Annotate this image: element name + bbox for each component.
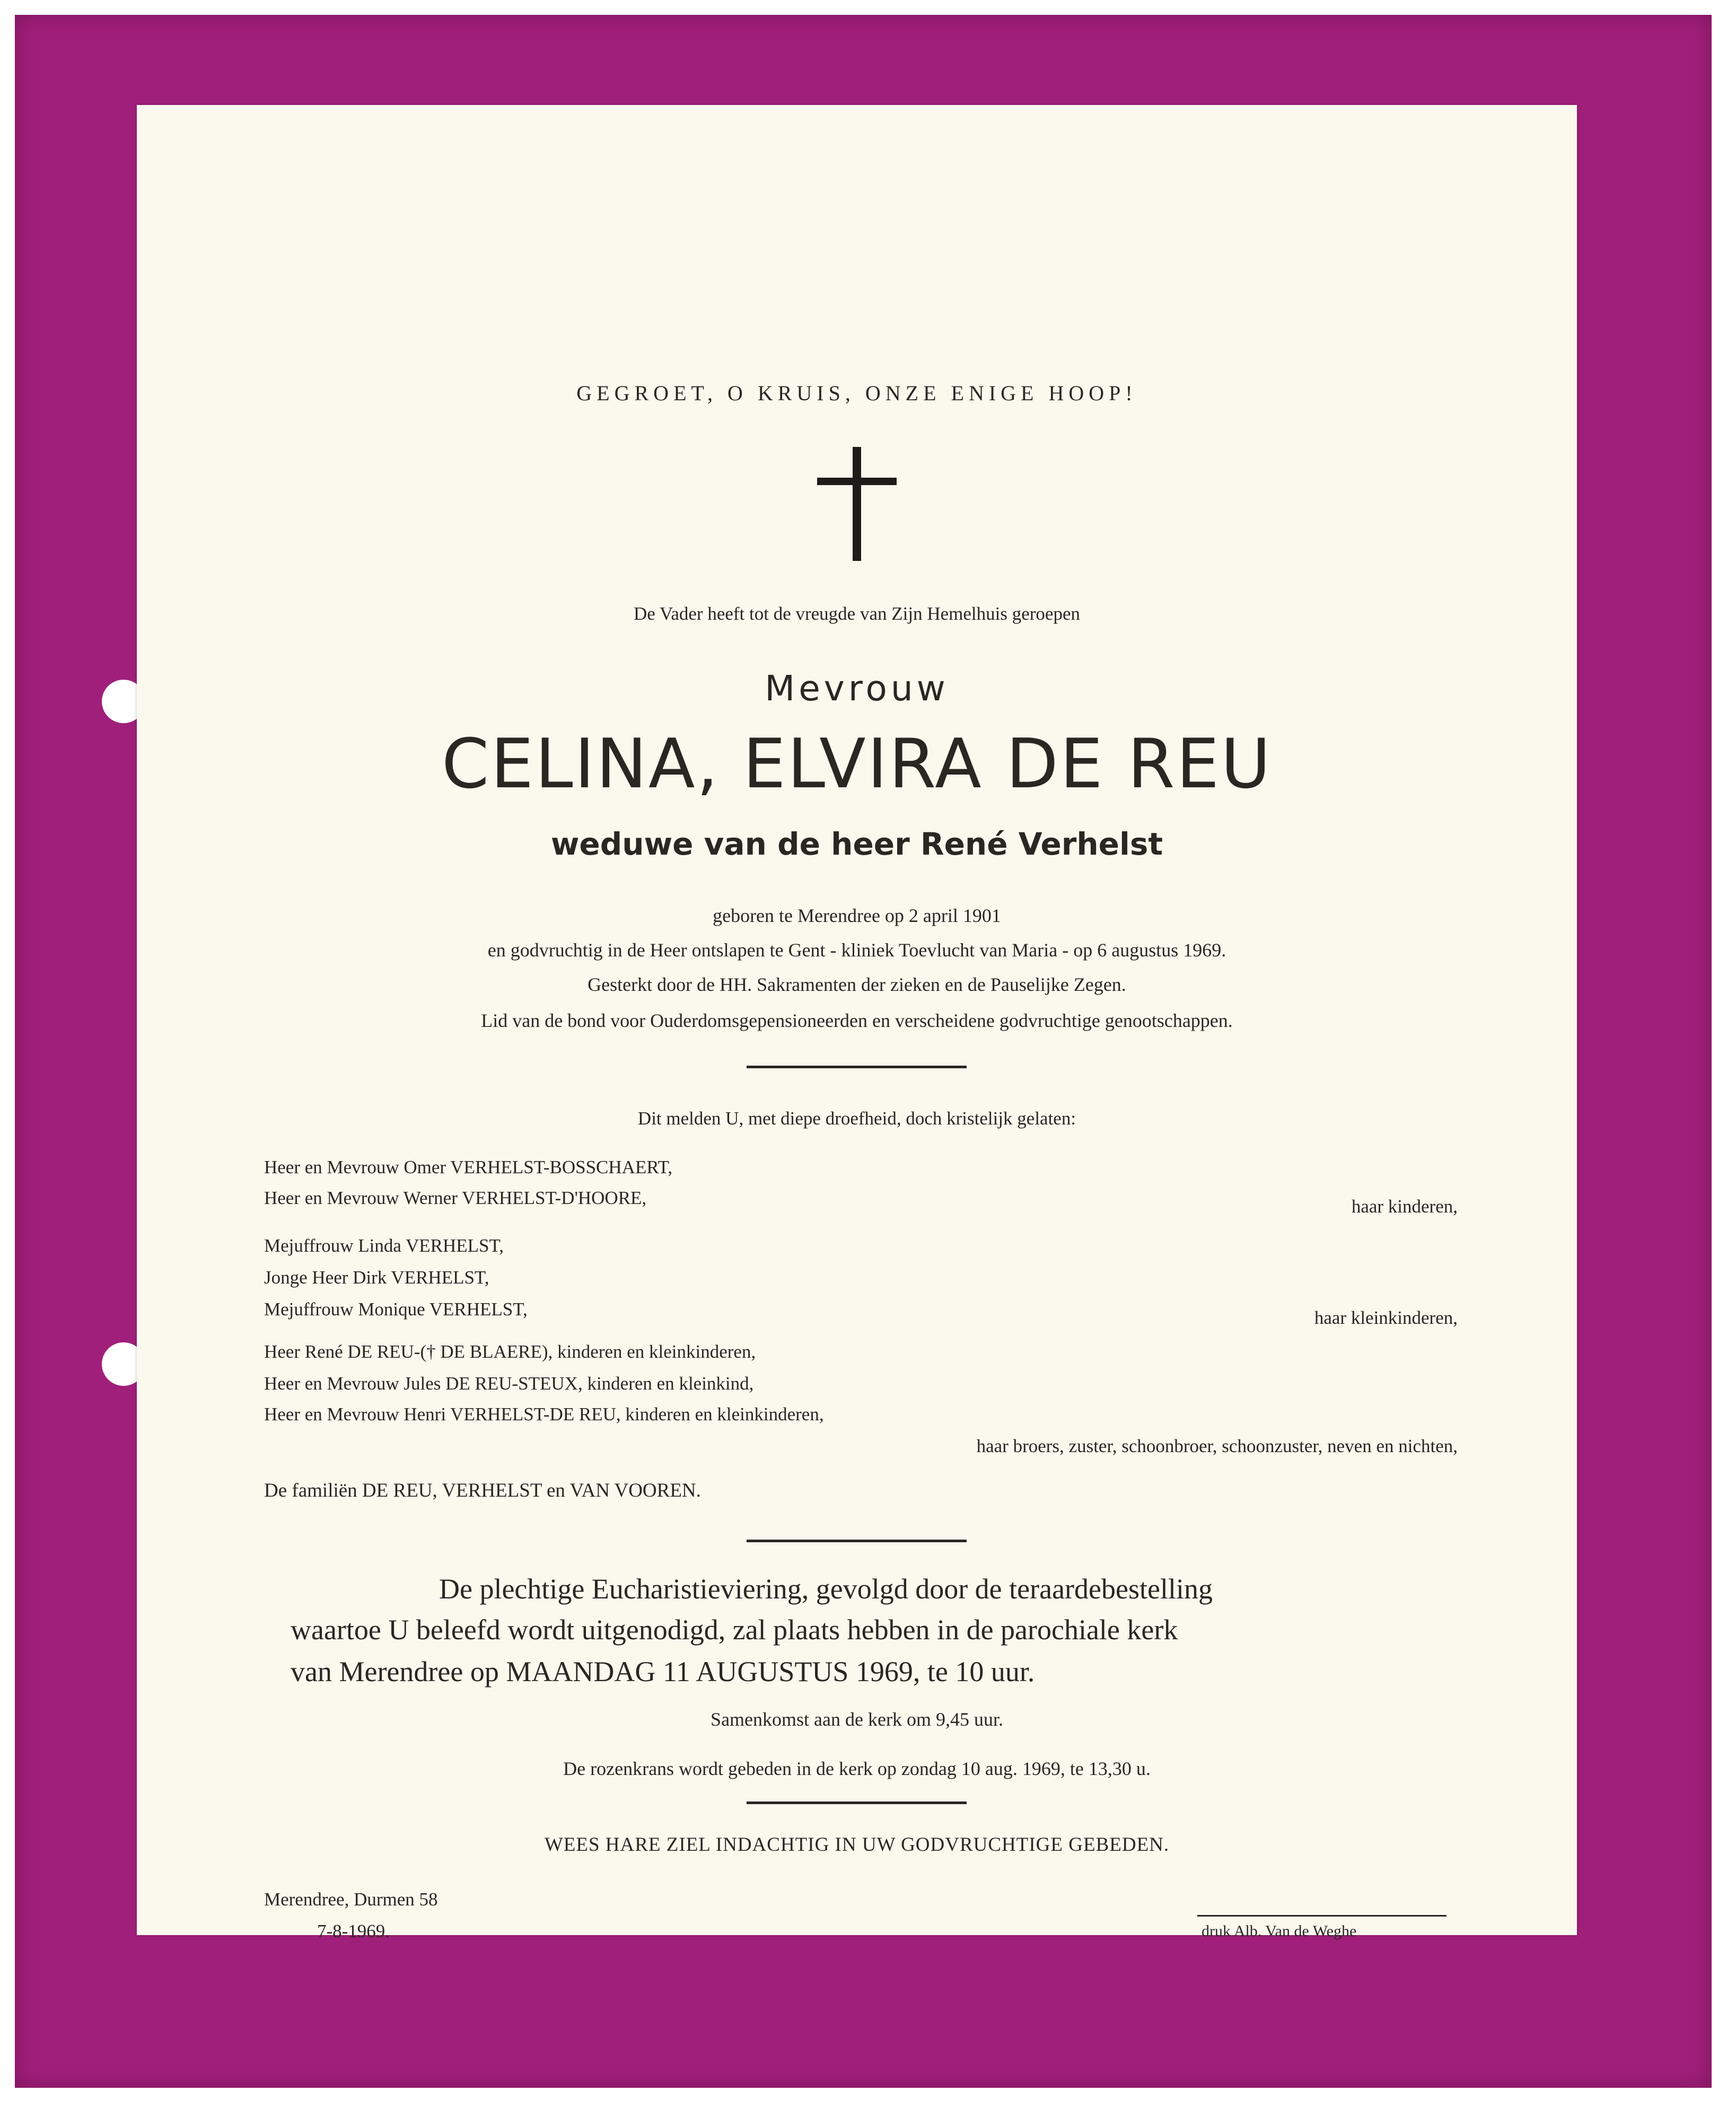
widow-of: weduwe van de heer René Verhelst <box>550 826 1163 862</box>
sibling-line: Heer en Mevrouw Jules DE REU-STEUX, kinderen en kleinkind, <box>264 1373 754 1394</box>
divider-rule <box>747 1540 967 1542</box>
grandchildren-relation: haar kleinkinderen, <box>1314 1307 1458 1328</box>
divider-rule <box>747 1066 967 1068</box>
rosary-line: De rozenkrans wordt gebeden in de kerk op zondag 10 aug. 1969, te 13,30 u. <box>563 1758 1151 1779</box>
grandchild-line: Mejuffrouw Linda VERHELST, <box>264 1235 504 1256</box>
membership-line: Lid van de bond voor Ouderdomsgepensioneerden en verscheidene godvruchtige genootschappen. <box>481 1010 1233 1031</box>
announcement-paper <box>137 105 1577 1941</box>
footer-address: Merendree, Durmen 58 <box>264 1889 438 1910</box>
sibling-line: Heer en Mevrouw Henri VERHELST-DE REU, kinderen en kleinkinderen, <box>264 1404 824 1425</box>
sibling-line: Heer René DE REU-(† DE BLAERE), kinderen en kleinkinderen, <box>264 1341 756 1362</box>
motto: GEGROET, O KRUIS, ONZE ENIGE HOOP! <box>576 381 1137 405</box>
siblings-relation: haar broers, zuster, schoonbroer, schoonzuster, neven en nichten, <box>976 1436 1458 1456</box>
death-line: en godvruchtig in de Heer ontslapen te Gent - kliniek Toevlucht van Maria - op 6 augustus 1969. <box>487 939 1226 961</box>
footer-date: 7-8-1969. <box>317 1921 390 1941</box>
grandchild-line: Jonge Heer Dirk VERHELST, <box>264 1267 489 1288</box>
ceremony-line: waartoe U beleefd wordt uitgenodigd, zal plaats hebben in de parochiale kerk <box>291 1614 1178 1646</box>
child-line: Heer en Mevrouw Werner VERHELST-D'HOORE, <box>264 1188 647 1208</box>
grandchild-line: Mejuffrouw Monique VERHELST, <box>264 1299 528 1320</box>
announce-intro: Dit melden U, met diepe droefheid, doch kristelijk gelaten: <box>637 1108 1076 1129</box>
deceased-name: CELINA, ELVIRA DE REU <box>441 725 1273 804</box>
ceremony-line: De plechtige Eucharistieviering, gevolgd door de teraardebestelling <box>439 1573 1213 1605</box>
families-line: De familiën DE REU, VERHELST en VAN VOOREN. <box>264 1480 701 1501</box>
children-relation: haar kinderen, <box>1351 1196 1458 1217</box>
printer-credit: druk Alb. Van de Weghe <box>1202 1922 1357 1940</box>
meeting-line: Samenkomst aan de kerk om 9,45 uur. <box>711 1709 1003 1730</box>
child-line: Heer en Mevrouw Omer VERHELST-BOSSCHAERT, <box>264 1157 673 1177</box>
printer-rule <box>1197 1915 1446 1917</box>
prayer-line: WEES HARE ZIEL INDACHTIG IN UW GODVRUCHTIGE GEBEDEN. <box>544 1834 1170 1856</box>
sacraments-line: Gesterkt door de HH. Sakramenten der zieken en de Pauselijke Zegen. <box>588 974 1126 995</box>
divider-rule <box>747 1802 967 1804</box>
ceremony-line: van Merendree op MAANDAG 11 AUGUSTUS 1969, te 10 uur. <box>291 1656 1035 1688</box>
deceased-title: Mevrouw <box>765 668 949 709</box>
birth-line: geboren te Merendree op 2 april 1901 <box>713 905 1001 926</box>
intro-text: De Vader heeft tot de vreugde van Zijn Hemelhuis geroepen <box>634 603 1080 624</box>
cross-icon <box>817 447 897 561</box>
